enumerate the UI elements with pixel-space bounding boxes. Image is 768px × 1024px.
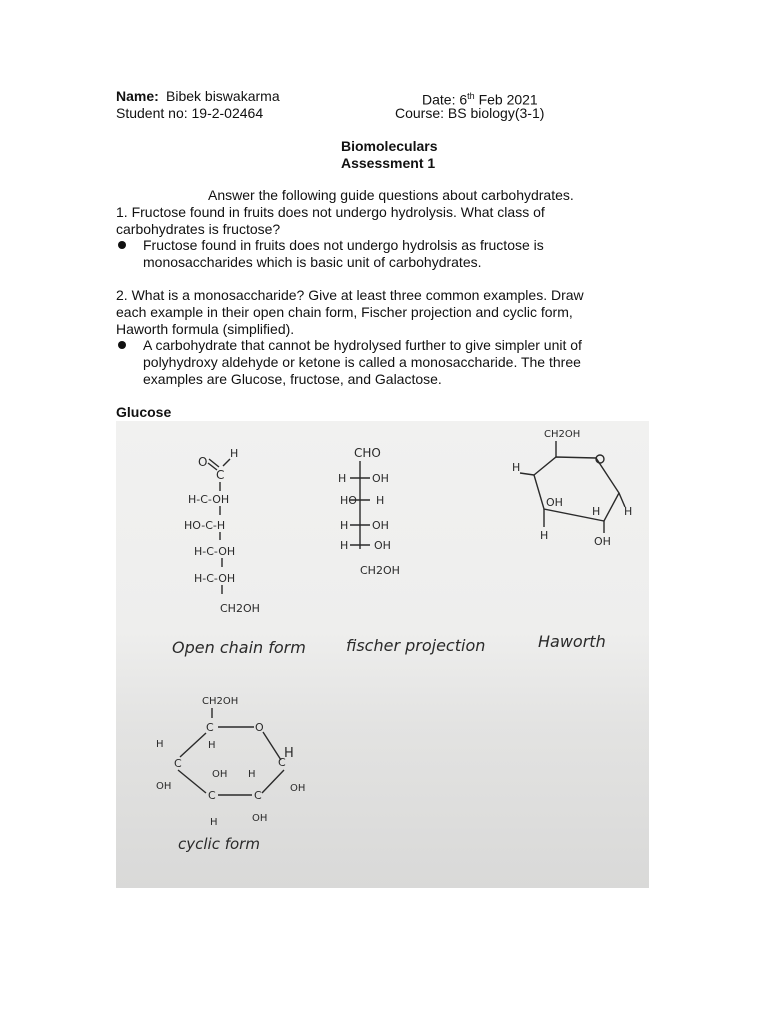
cyclic-oh: OH [156, 781, 172, 792]
cyclic-ch2oh: CH2OH [202, 696, 239, 707]
fischer-top: CHO [354, 446, 381, 460]
haworth-ch2oh: CH2OH [544, 429, 581, 440]
document-subtitle: Assessment 1 [341, 155, 436, 171]
question-2-line-3: Haworth formula (simplified). [116, 321, 295, 337]
answer-2-line-3: examples are Glucose, fructose, and Galactose. [143, 371, 442, 387]
cyclic-c: C [208, 789, 216, 802]
fischer-right: OH [374, 539, 391, 552]
glucose-drawings-photo [116, 421, 649, 888]
cyclic-c: C [174, 757, 182, 770]
haworth-structure [512, 429, 632, 651]
cyclic-c: C [206, 721, 214, 734]
fischer-bottom: CH2OH [360, 564, 400, 577]
cyclic-h: H [156, 739, 164, 750]
open-chain-row: HO-C-H [184, 519, 226, 532]
answer-1-line-1: Fructose found in fruits does not undergo hydrolsis as fructose is [143, 237, 544, 253]
cyclic-oh: OH [252, 813, 268, 824]
open-chain-o: O [198, 455, 208, 469]
document-title: Biomoleculars [341, 138, 438, 154]
cyclic-caption: cyclic form [178, 835, 260, 853]
open-chain-structure [172, 447, 306, 657]
haworth-label: H [624, 505, 633, 518]
cyclic-h: H [248, 769, 256, 780]
haworth-label: H [512, 461, 521, 474]
answer-1-line-2: monosaccharides which is basic unit of carbohydrates. [143, 254, 482, 270]
fischer-left: HO [340, 494, 357, 507]
bullet-icon [118, 241, 126, 249]
date-day: 6 [459, 91, 468, 108]
fischer-caption: fischer projection [346, 636, 486, 655]
cyclic-c: C [278, 756, 286, 769]
fischer-right: OH [372, 519, 389, 532]
open-chain-h: H [230, 447, 239, 460]
fischer-right: OH [372, 472, 389, 485]
name-value: Bibek biswakarma [166, 88, 280, 104]
cyclic-h: H [284, 746, 294, 761]
haworth-caption: Haworth [538, 632, 606, 651]
open-chain-row: H-C-OH [194, 545, 236, 558]
haworth-label: OH [546, 496, 563, 509]
open-chain-caption: Open chain form [172, 638, 306, 657]
bullet-icon [118, 341, 126, 349]
open-chain-row: H-C-OH [194, 572, 236, 585]
question-2-line-1: 2. What is a monosaccharide? Give at least three common examples. Draw [116, 287, 584, 303]
question-1-line-2: carbohydrates is fructose? [116, 221, 281, 237]
glucose-structures-drawing [116, 421, 649, 888]
fischer-left: H [338, 472, 347, 485]
fischer-left: H [340, 519, 349, 532]
fischer-projection-structure [338, 446, 485, 655]
haworth-label: H [592, 505, 601, 518]
cyclic-form-structure [156, 696, 305, 853]
cyclic-oh: OH [290, 783, 306, 794]
fischer-right: H [376, 494, 385, 507]
cyclic-h: H [208, 740, 216, 751]
cyclic-ring-o: O [255, 721, 264, 734]
cyclic-h: H [210, 817, 218, 828]
haworth-label: OH [594, 535, 611, 548]
open-chain-row: H-C-OH [188, 493, 230, 506]
haworth-label: H [540, 529, 549, 542]
course: Course: BS biology(3-1) [395, 105, 545, 121]
fischer-left: H [340, 539, 349, 552]
name-label: Name: [116, 88, 159, 104]
date-rest: Feb 2021 [478, 91, 538, 108]
answer-2-line-1: A carbohydrate that cannot be hydrolysed further to give simpler unit of [143, 337, 582, 353]
answer-2-line-2: polyhydroxy aldehyde or ketone is called a monosaccharide. The three [143, 354, 581, 370]
section-heading-glucose: Glucose [116, 404, 172, 420]
date-suffix: th [467, 91, 475, 101]
cyclic-oh: OH [212, 769, 228, 780]
question-1-line-1: 1. Fructose found in fruits does not undergo hydrolysis. What class of [116, 204, 545, 220]
open-chain-c: C [216, 468, 225, 482]
question-2-line-2: each example in their open chain form, Fischer projection and cyclic form, [116, 304, 573, 320]
open-chain-row: CH2OH [220, 602, 260, 615]
date-label: Date: [422, 91, 456, 108]
intro-text: Answer the following guide questions about carbohydrates. [208, 187, 574, 203]
cyclic-c: C [254, 789, 262, 802]
student-number: Student no: 19-2-02464 [116, 105, 264, 121]
